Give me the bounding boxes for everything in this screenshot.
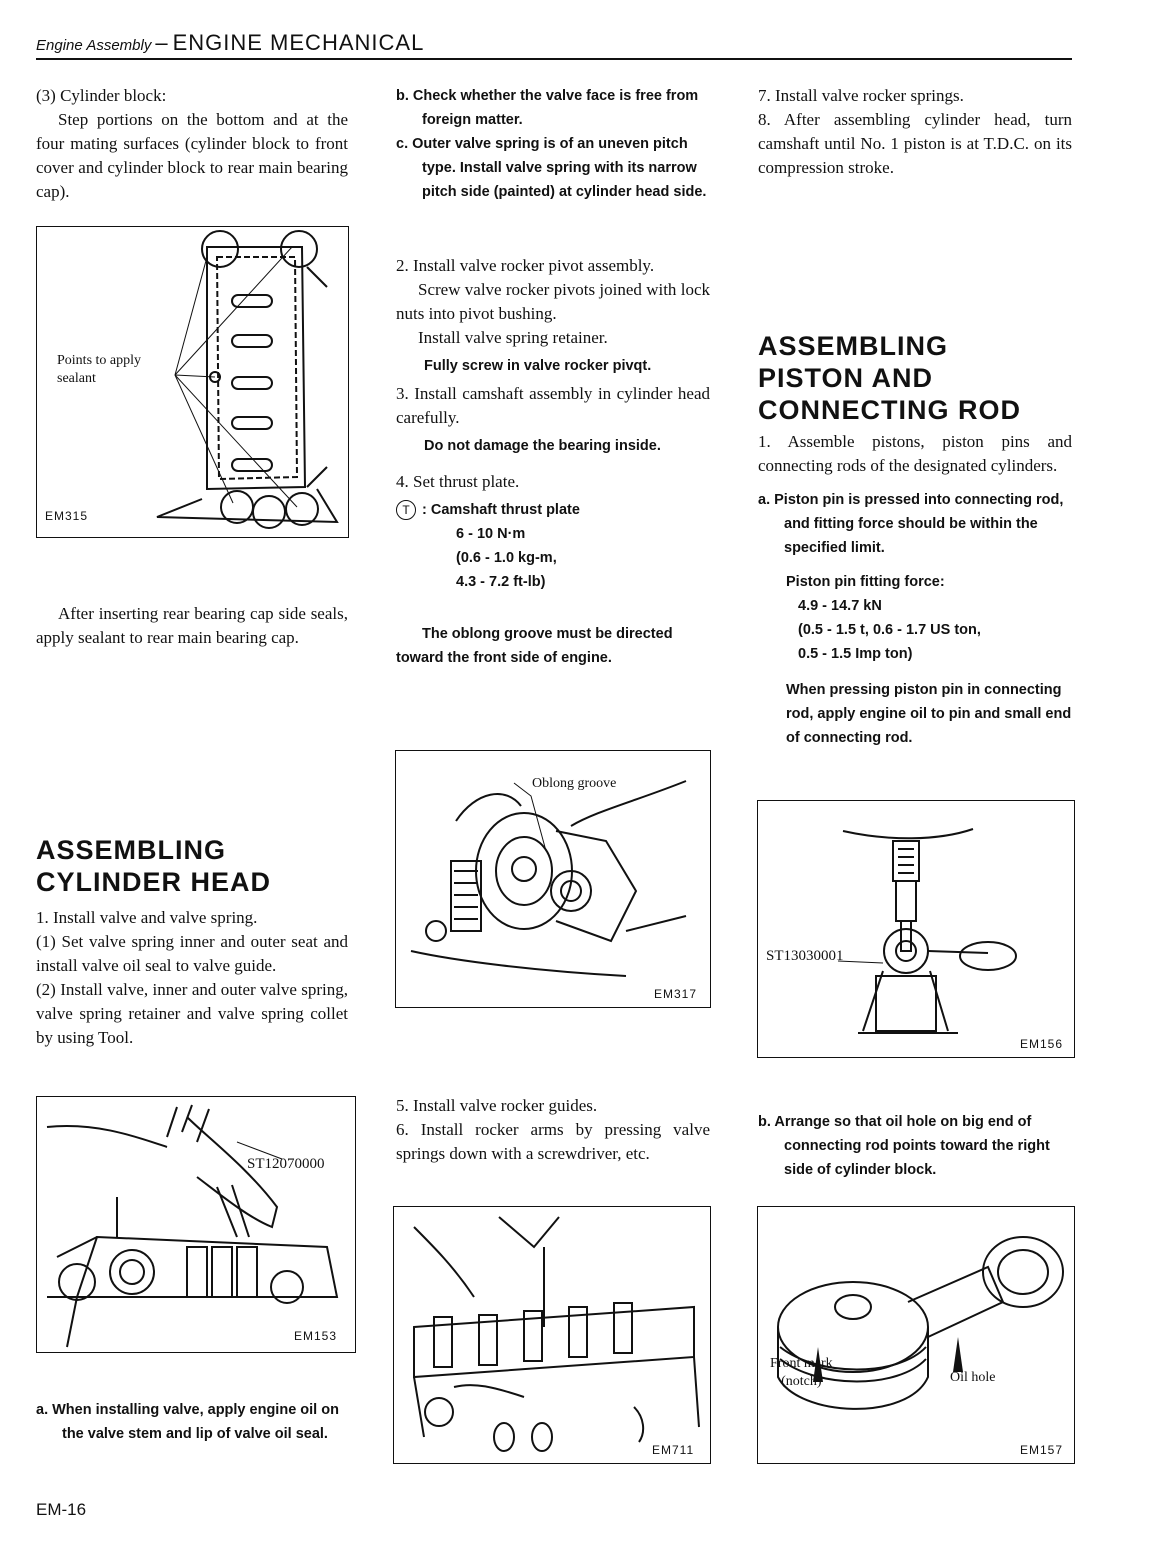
- rocker-arm-drawing: [394, 1207, 710, 1463]
- step-2: 2. Install valve rocker pivot assembly.: [396, 256, 655, 275]
- piston-pin-press-drawing: [758, 801, 1074, 1057]
- figure-em711: [393, 1206, 711, 1464]
- torque-row: [396, 498, 710, 522]
- step-3-warning: Do not damage the bearing inside.: [424, 438, 661, 454]
- header-section: Engine Assembly: [36, 37, 152, 54]
- column-1: [36, 84, 348, 204]
- column-2-steps-lower: [396, 1094, 710, 1166]
- piston-note-a: a. Piston pin is pressed into connecting rod, and fitting force should be within the specified limit.: [758, 492, 1064, 556]
- torque-value-3: 4.3 - 7.2 ft-lb): [456, 574, 546, 590]
- cyl-block-text: Step portions on the bottom and at the four mating surfaces (cylinder block to front cover and cylinder block to rear main bearing cap).: [36, 110, 348, 201]
- piston-note-b-block: [758, 1110, 1072, 1182]
- assembling-cylinder-head-heading: [36, 834, 348, 898]
- after-seals-block: [36, 602, 348, 650]
- front-mark-line-2: (notch): [781, 1374, 822, 1389]
- fitting-force-label: Piston pin fitting force:: [786, 574, 945, 590]
- column-2-notes: [396, 84, 710, 204]
- figure-em157: [757, 1206, 1075, 1464]
- figure-code: EM711: [652, 1443, 695, 1457]
- step-7: 7. Install valve rocker springs.: [758, 86, 964, 105]
- after-seals-text: After inserting rear bearing cap side seals, apply sealant to rear main bearing cap.: [36, 604, 348, 647]
- oil-hole-label: Oil hole: [950, 1370, 996, 1385]
- note-a: a. When installing valve, apply engine oil on the valve stem and lip of valve oil seal.: [36, 1402, 339, 1442]
- step-4: 4. Set thrust plate.: [396, 472, 520, 491]
- step-1: 1. Install valve and valve spring.: [36, 908, 258, 927]
- heading-line-1: ASSEMBLING: [36, 835, 227, 865]
- assembling-piston-heading: [758, 330, 1072, 426]
- figure-code: EM315: [45, 509, 89, 523]
- step-1-1: (1) Set valve spring inner and outer seat and install valve oil seal to valve guide.: [36, 932, 348, 975]
- step-8: 8. After assembling cylinder head, turn camshaft until No. 1 piston is at T.D.C. on its compression stroke.: [758, 110, 1072, 177]
- heading-line-2: CYLINDER HEAD: [36, 867, 272, 897]
- page-number: EM-16: [36, 1500, 87, 1519]
- step-6: 6. Install rocker arms by pressing valve springs down with a screwdriver, etc.: [396, 1120, 710, 1163]
- torque-label: : Camshaft thrust plate: [422, 502, 580, 518]
- figure-em315: [36, 226, 349, 538]
- note-a-block: [36, 1398, 348, 1446]
- figure-code: EM153: [294, 1329, 338, 1343]
- oblong-groove-label: Oblong groove: [532, 776, 617, 791]
- step-2-a: Screw valve rocker pivots joined with lock nuts into pivot bushing.: [396, 280, 710, 323]
- fitting-force-2: (0.5 - 1.5 t, 0.6 - 1.7 US ton,: [798, 622, 981, 638]
- figure-code: EM317: [654, 987, 698, 1001]
- sealant-points-label: Points to apply sealant: [57, 353, 142, 386]
- cylinder-head-steps: [36, 906, 348, 1050]
- piston-note-b: b. Arrange so that oil hole on big end of connecting rod points toward the right side of cylinder block.: [758, 1114, 1050, 1178]
- piston-steps: [758, 430, 1072, 750]
- step-5: 5. Install valve rocker guides.: [396, 1096, 598, 1115]
- oblong-groove-note: The oblong groove must be directed toward the front side of engine.: [396, 626, 673, 666]
- valve-install-drawing: [37, 1097, 355, 1352]
- tool-number-label: ST12070000: [247, 1156, 325, 1172]
- step-2-warning: Fully screw in valve rocker pivqt.: [424, 358, 652, 374]
- header-dash: –: [155, 30, 169, 55]
- cyl-block-heading: (3) Cylinder block:: [36, 86, 167, 105]
- front-mark-line-1: Front mark: [770, 1356, 833, 1371]
- page-header: [36, 30, 424, 56]
- step-2-b: Install valve spring retainer.: [418, 328, 608, 347]
- figure-em156: [757, 800, 1075, 1058]
- figure-em153: [36, 1096, 356, 1353]
- fitting-force-1: 4.9 - 14.7 kN: [798, 598, 882, 614]
- figure-code: EM157: [1020, 1443, 1064, 1457]
- tool-number-label: ST13030001: [766, 948, 844, 964]
- figure-code: EM156: [1020, 1037, 1064, 1051]
- pressing-note: When pressing piston pin in connecting rod, apply engine oil to pin and small end of connecting rod.: [786, 682, 1072, 746]
- step-3: 3. Install camshaft assembly in cylinder head carefully.: [396, 384, 710, 427]
- heading-line-3: CONNECTING ROD: [758, 395, 1021, 425]
- note-b: b. Check whether the valve face is free from foreign matter.: [396, 88, 699, 128]
- note-c: c. Outer valve spring is of an uneven pitch type. Install valve spring with its narrow pitch side (painted) at cylinder head side.: [396, 136, 707, 200]
- front-mark-label: [770, 1355, 833, 1391]
- heading-line-1: ASSEMBLING: [758, 331, 949, 361]
- column-3-steps: [758, 84, 1072, 180]
- header-title: ENGINE MECHANICAL: [172, 30, 425, 55]
- header-rule: [36, 58, 1072, 60]
- piston-rod-drawing: [758, 1207, 1074, 1463]
- fitting-force-3: 0.5 - 1.5 Imp ton): [798, 646, 913, 662]
- piston-step-1: 1. Assemble pistons, piston pins and connecting rods of the designated cylinders.: [758, 432, 1072, 475]
- column-2-steps: [396, 254, 710, 670]
- torque-value-2: (0.6 - 1.0 kg-m,: [456, 550, 557, 566]
- torque-value-1: 6 - 10 N·m: [456, 526, 526, 542]
- heading-line-2: PISTON AND: [758, 363, 934, 393]
- figure-em317: [395, 750, 711, 1008]
- torque-icon: T: [396, 500, 416, 520]
- step-1-2: (2) Install valve, inner and outer valve spring, valve spring retainer and valve spring collet by using Tool.: [36, 980, 348, 1047]
